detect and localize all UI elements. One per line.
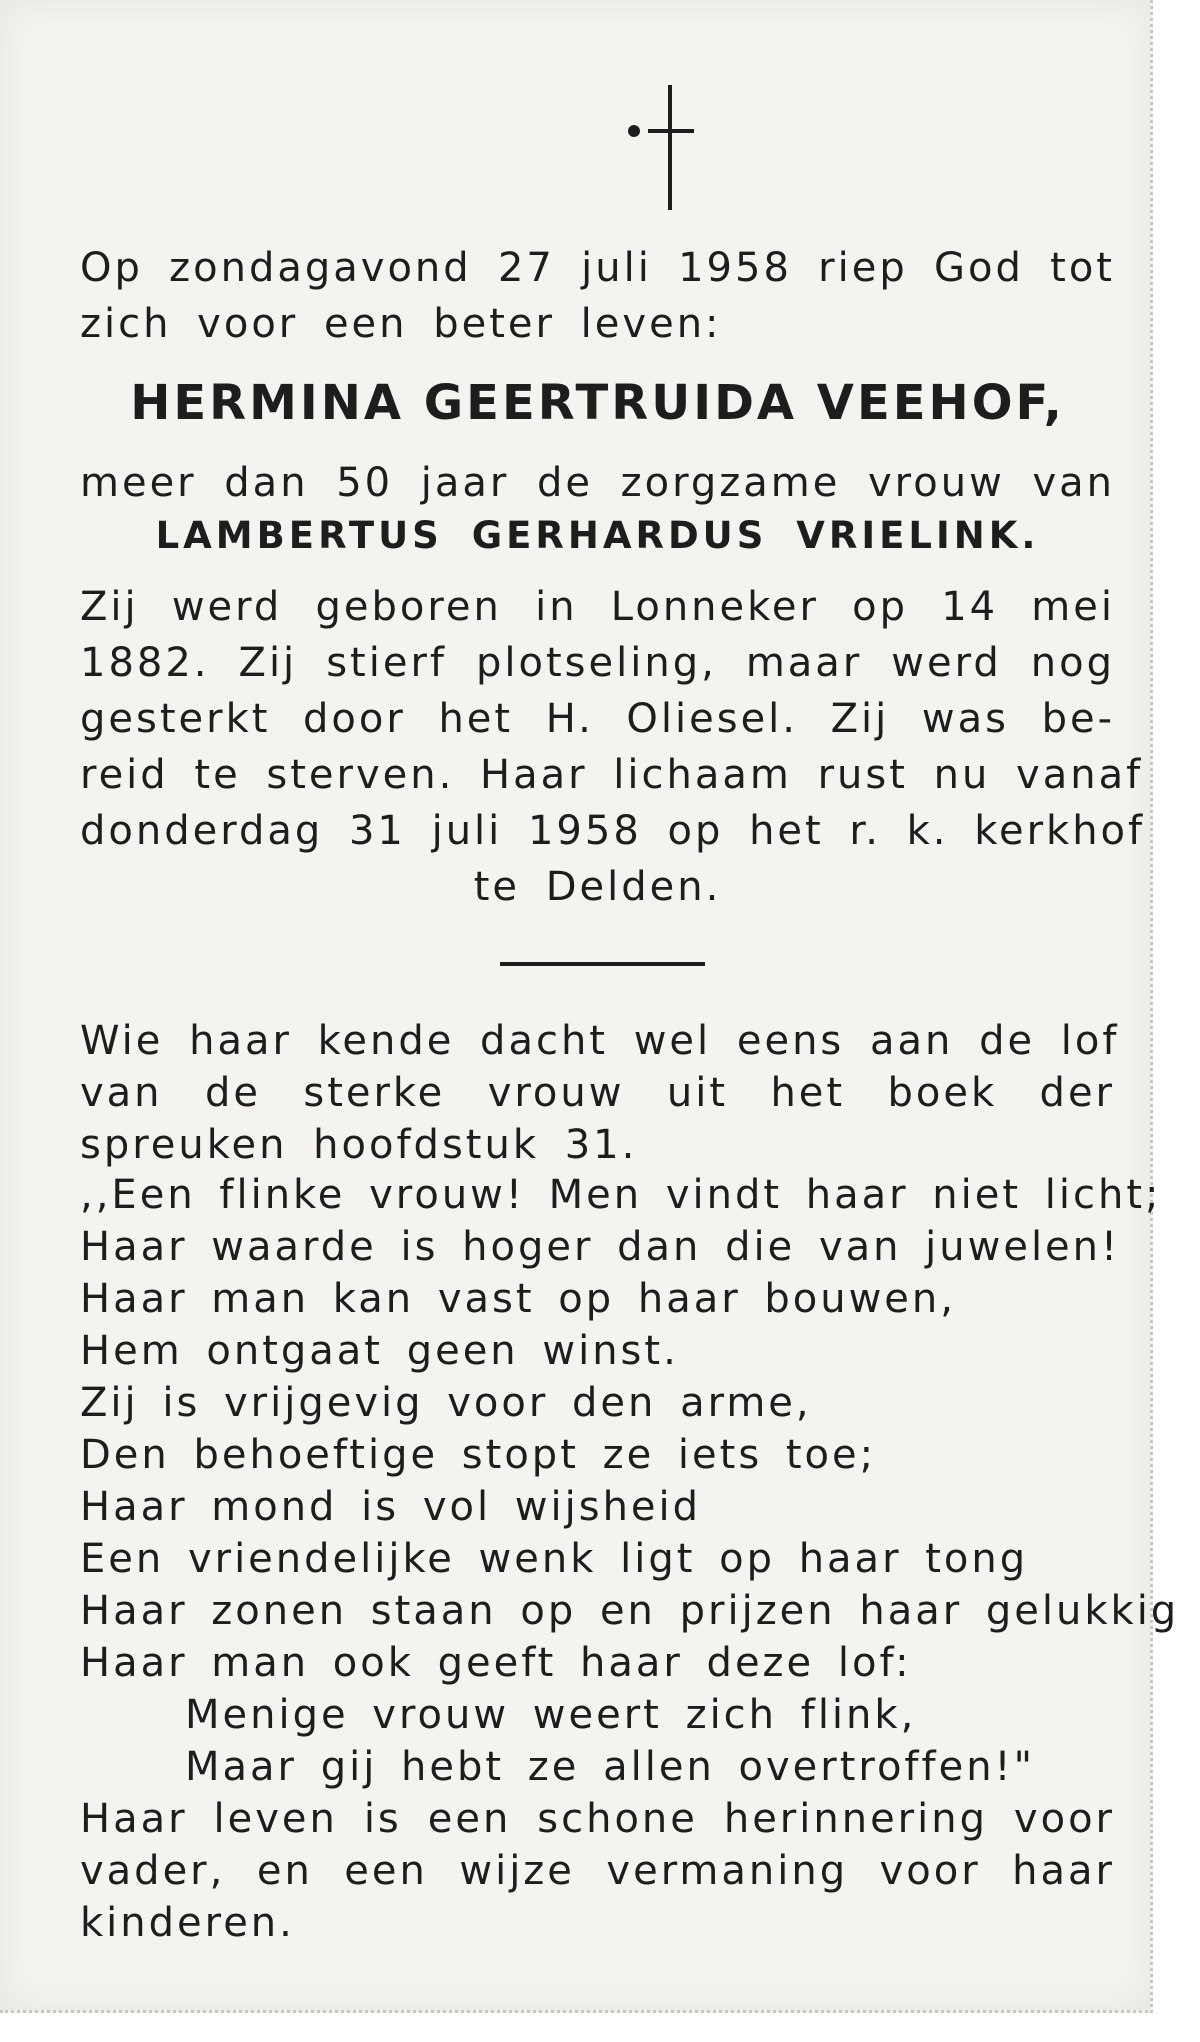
poem-line: Een vriendelijke wenk ligt op haar tong: [80, 1536, 1029, 1582]
poem-line: Haar man kan vast op haar bouwen,: [80, 1276, 956, 1322]
spouse-intro-block: [80, 455, 1115, 511]
poem-line: Haar man ook geeft haar deze lof:: [80, 1640, 912, 1686]
cross-icon: [600, 85, 720, 210]
poem-line: Haar zonen staan op en prijzen haar gelukkig: [80, 1588, 1180, 1634]
biography-line: Zij werd geboren in Lonneker op 14 mei: [80, 584, 1115, 630]
reflection-line: van de sterke vrouw uit het boek der: [80, 1070, 1115, 1116]
spouse-intro: meer dan 50 jaar de zorgzame vrouw van: [80, 460, 1115, 506]
closing-line: vader, en een wijze vermaning voor haar: [80, 1848, 1115, 1894]
closing-line: Haar leven is een schone herinnering voor: [80, 1796, 1115, 1842]
poem-line: ,,Een flinke vrouw! Men vindt haar niet licht;: [80, 1172, 1162, 1218]
reflection-line: spreuken hoofdstuk 31.: [80, 1122, 638, 1168]
poem-line: Zij is vrijgevig voor den arme,: [80, 1380, 812, 1426]
intro-line: zich voor een beter leven:: [80, 301, 722, 347]
divider-rule: [500, 962, 705, 966]
spouse-name: LAMBERTUS GERHARDUS VRIELINK.: [155, 514, 1040, 557]
intro-block: [80, 240, 1115, 352]
reflection-block: [80, 1015, 1120, 1171]
biography-line: reid te sterven. Haar lichaam rust nu vanaf: [80, 752, 1144, 798]
poem-line: Hem ontgaat geen winst.: [80, 1328, 679, 1374]
poem-line-indented: Maar gij hebt ze allen overtroffen!": [185, 1744, 1035, 1790]
poem-line: Den behoeftige stopt ze iets toe;: [80, 1432, 877, 1478]
deceased-name: HERMINA GEERTRUIDA VEEHOF,: [130, 375, 1065, 431]
reflection-line: Wie haar kende dacht wel eens aan de lof: [80, 1018, 1120, 1064]
biography-line: gesterkt door het H. Oliesel. Zij was be-: [80, 696, 1115, 742]
poem-line: Haar waarde is hoger dan die van juwelen!: [80, 1224, 1121, 1270]
poem-line-indented: Menige vrouw weert zich flink,: [185, 1692, 917, 1738]
biography-line: te Delden.: [473, 864, 722, 910]
biography-block: [80, 579, 1146, 915]
biography-line: donderdag 31 juli 1958 op het r. k. kerkhof: [80, 808, 1146, 854]
closing-line: kinderen.: [80, 1900, 295, 1946]
biography-line: 1882. Zij stierf plotseling, maar werd nog: [80, 640, 1115, 686]
poem-line: Haar mond is vol wijsheid: [80, 1484, 702, 1530]
poem-block: [80, 1169, 1180, 1949]
intro-line: Op zondagavond 27 juli 1958 riep God tot: [80, 245, 1115, 291]
